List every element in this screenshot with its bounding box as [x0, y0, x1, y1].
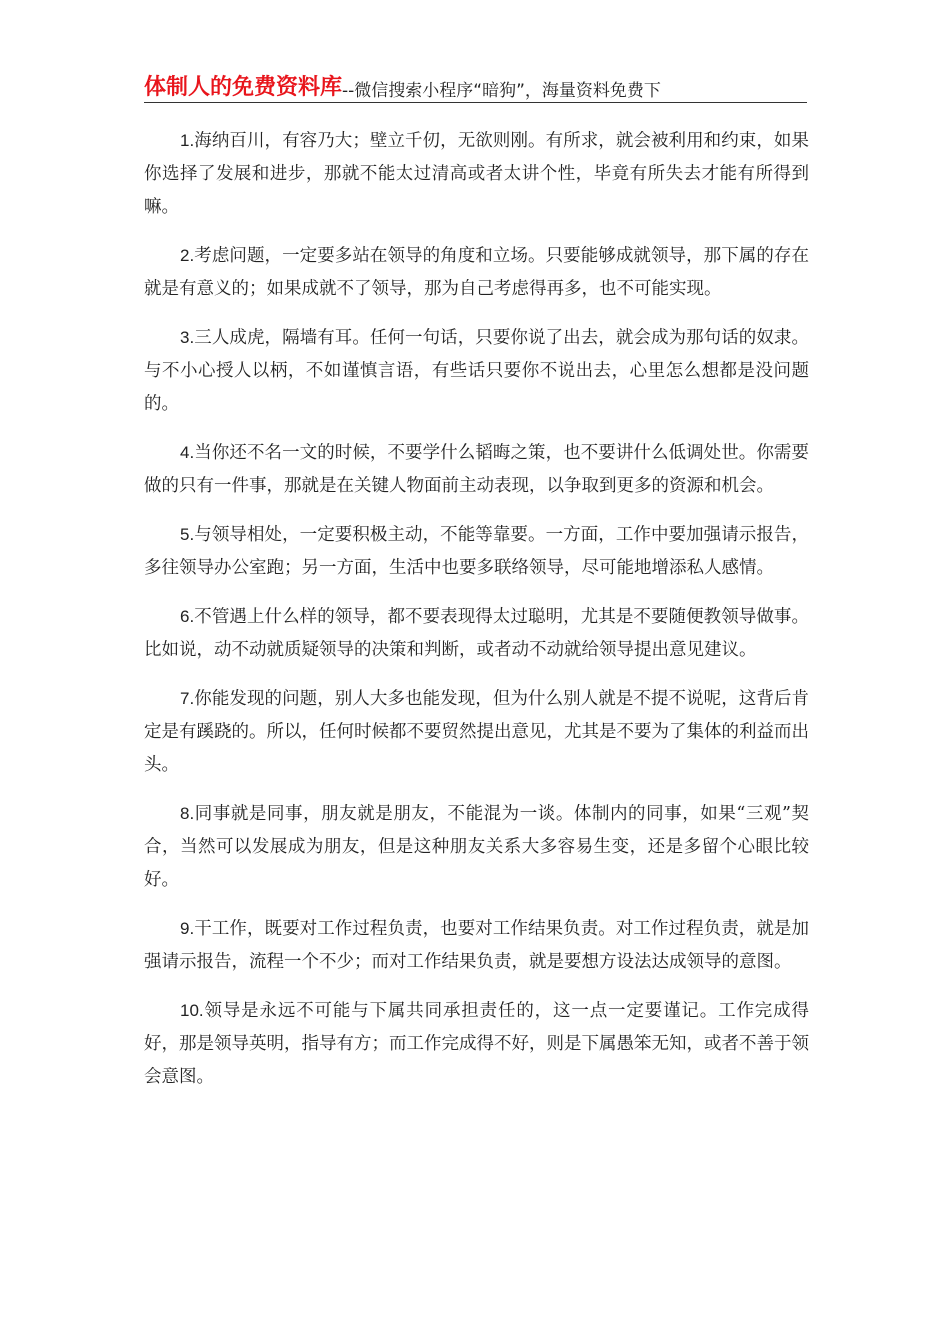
- paragraph-text: 领导是永远不可能与下属共同承担责任的，这一点一定要谨记。工作完成得好，那是领导英明，指导有方；而工作完成得不好，则是下属愚笨无知，或者不善于领会意图。: [144, 1001, 809, 1087]
- paragraph-number: 1.: [180, 131, 195, 150]
- paragraph-text: 海纳百川，有容乃大；壁立千仞，无欲则刚。有所求，就会被利用和约束，如果你选择了发展和进步，那就不能太过清高或者太讲个性，毕竟有所失去才能有所得到嘛。: [144, 131, 809, 217]
- paragraph-number: 7.: [180, 689, 195, 708]
- header-subtitle: --微信搜索小程序“暗狗”，海量资料免费下: [342, 81, 661, 101]
- paragraph-text: 当你还不名一文的时候，不要学什么韬晦之策，也不要讲什么低调处世。你需要做的只有一件事，那就是在关键人物面前主动表现，以争取到更多的资源和机会。: [144, 443, 809, 496]
- paragraph-text: 与领导相处，一定要积极主动，不能等靠要。一方面，工作中要加强请示报告，多往领导办公室跑；另一方面，生活中也要多联络领导，尽可能地增添私人感情。: [144, 525, 809, 578]
- document-body: [144, 124, 809, 1109]
- paragraph-text: 不管遇上什么样的领导，都不要表现得太过聪明，尤其是不要随便教领导做事。比如说，动不动就质疑领导的决策和判断，或者动不动就给领导提出意见建议。: [144, 607, 809, 660]
- paragraph-2: [144, 239, 809, 306]
- paragraph-3: [144, 321, 809, 421]
- paragraph-number: 3.: [180, 328, 195, 347]
- paragraph-text: 同事就是同事，朋友就是朋友，不能混为一谈。体制内的同事，如果“三观”契合，当然可以发展成为朋友，但是这种朋友关系大多容易生变，还是多留个心眼比较好。: [144, 804, 809, 890]
- paragraph-text: 干工作，既要对工作过程负责，也要对工作结果负责。对工作过程负责，就是加强请示报告，流程一个不少；而对工作结果负责，就是要想方设法达成领导的意图。: [144, 919, 809, 972]
- header-brand: 体制人的免费资料库: [144, 75, 343, 100]
- paragraph-number: 6.: [180, 607, 195, 626]
- paragraph-number: 10.: [180, 1001, 204, 1020]
- paragraph-number: 8.: [180, 804, 195, 823]
- paragraph-number: 9.: [180, 919, 195, 938]
- paragraph-10: [144, 994, 809, 1094]
- paragraph-1: [144, 124, 809, 224]
- paragraph-7: [144, 682, 809, 782]
- paragraph-number: 4.: [180, 443, 195, 462]
- paragraph-number: 5.: [180, 525, 195, 544]
- paragraph-text: 三人成虎，隔墙有耳。任何一句话，只要你说了出去，就会成为那句话的奴隶。与不小心授人以柄，不如谨慎言语，有些话只要你不说出去，心里怎么想都是没问题的。: [144, 328, 809, 414]
- page-header: [144, 70, 807, 103]
- paragraph-5: [144, 518, 809, 585]
- paragraph-6: [144, 600, 809, 667]
- paragraph-8: [144, 797, 809, 897]
- paragraph-text: 你能发现的问题，别人大多也能发现，但为什么别人就是不提不说呢，这背后肯定是有蹊跷的。所以，任何时候都不要贸然提出意见，尤其是不要为了集体的利益而出头。: [144, 689, 809, 775]
- paragraph-4: [144, 436, 809, 503]
- paragraph-text: 考虑问题，一定要多站在领导的角度和立场。只要能够成就领导，那下属的存在就是有意义的；如果成就不了领导，那为自己考虑得再多，也不可能实现。: [144, 246, 809, 299]
- paragraph-number: 2.: [180, 246, 195, 265]
- paragraph-9: [144, 912, 809, 979]
